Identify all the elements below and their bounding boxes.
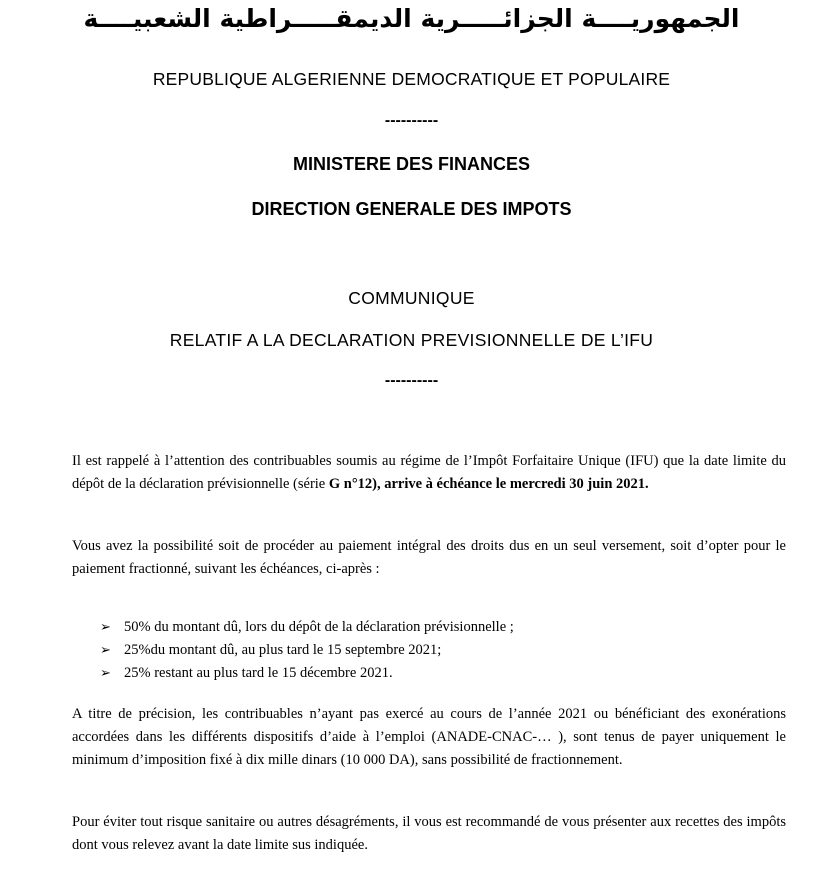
paragraph-payment-options: Vous avez la possibilité soit de procéder au paiement intégral des droits dus en un seul versement, soit d’opter pour le paiement fractionné, suivant les échéances, ci-après : [72, 538, 786, 577]
arabic-title: الجمهوريــــة الجزائـــــرية الديمقـــــراطية الشعبيــــة [83, 4, 740, 33]
list-item [100, 639, 780, 662]
subject-heading: RELATIF A LA DECLARATION PREVISIONNELLE DE L’IFU [169, 330, 654, 350]
payment-schedule-list [100, 616, 780, 685]
list-item-text: 25%du montant dû, au plus tard le 15 septembre 2021; [124, 642, 442, 658]
paragraph-deadline-text: Il est rappelé à l’attention des contribuables soumis au régime de l’Impôt Forfaitaire Unique (IFU) que la date limite du dépôt de la déclaration prévisionnelle (série [72, 453, 786, 492]
arrow-bullet-icon: ➢ [100, 620, 111, 635]
separator-2: ---------- [384, 372, 439, 389]
republic-title: REPUBLIQUE ALGERIENNE DEMOCRATIQUE ET POPULAIRE [152, 69, 671, 89]
ministry-title: MINISTERE DES FINANCES [292, 154, 531, 174]
list-item-text: 50% du montant dû, lors du dépôt de la déclaration prévisionnelle ; [124, 619, 514, 635]
paragraph-deadline [72, 450, 786, 496]
direction-title: DIRECTION GENERALE DES IMPOTS [251, 199, 572, 219]
paragraph-deadline-bold: G n°12), arrive à échéance le mercredi 30 juin 2021. [328, 476, 649, 492]
arrow-bullet-icon: ➢ [100, 643, 111, 658]
paragraph-precision: A titre de précision, les contribuables n’ayant pas exercé au cours de l’année 2021 ou bénéficiant des exonérations accordées dans les différents dispositifs d’aide à l’emploi (ANADE-CNAC-… ), sont tenus de payer uniquement le minimum d’imposition fixé à dix mille dinars (10 000 DA), sans possibilité de fractionnement. [72, 706, 786, 768]
paragraph-recommendation: Pour éviter tout risque sanitaire ou autres désagréments, il vous est recommandé de vous présenter aux recettes des impôts dont vous relevez avant la date limite sus indiquée. [72, 814, 786, 853]
communique-heading: COMMUNIQUE [348, 288, 475, 308]
separator: ---------- [384, 112, 439, 129]
list-item [100, 616, 780, 639]
arrow-bullet-icon: ➢ [100, 666, 111, 681]
list-item [100, 662, 780, 685]
list-item-text: 25% restant au plus tard le 15 décembre 2021. [124, 665, 393, 681]
